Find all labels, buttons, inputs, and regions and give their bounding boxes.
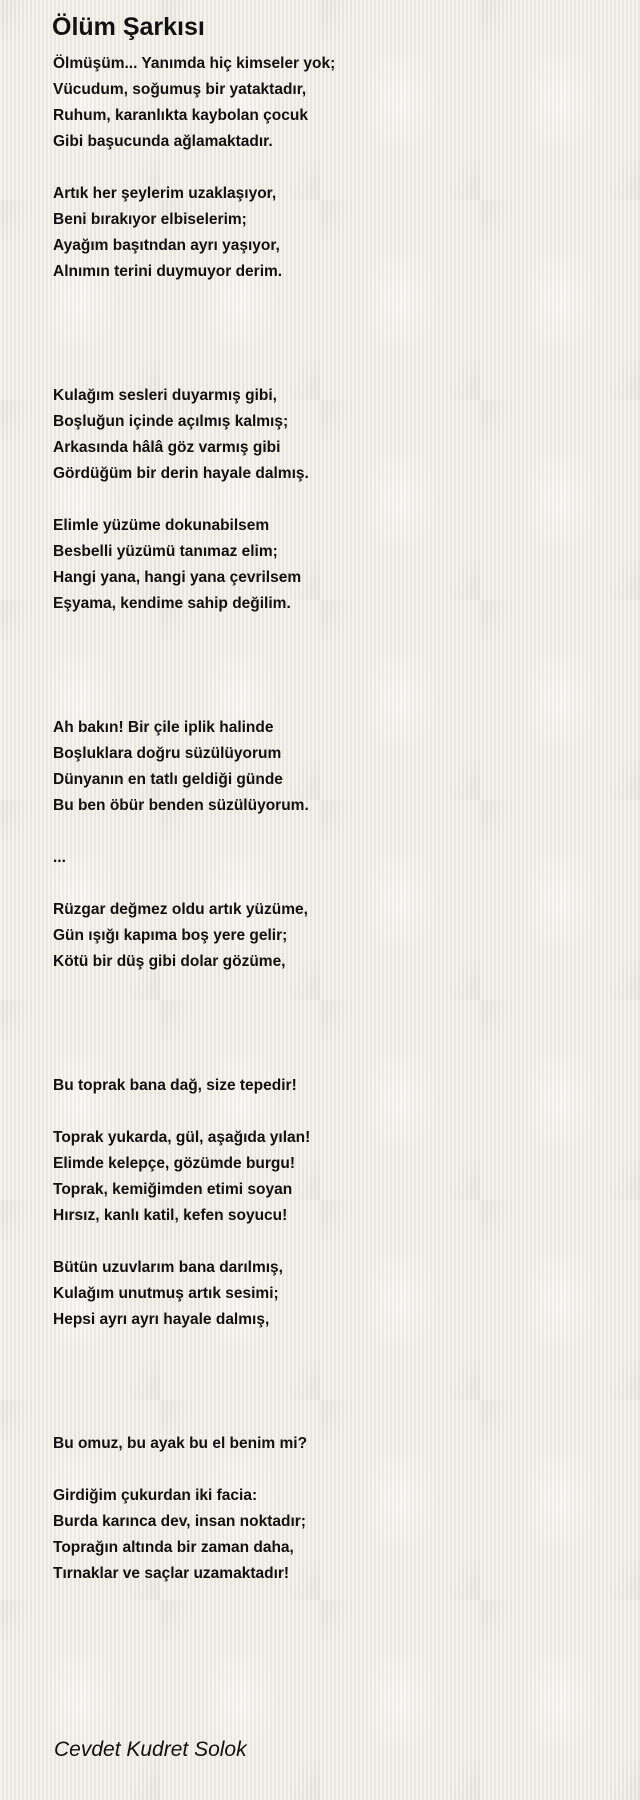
poem-line: Kötü bir düş gibi dolar gözüme, [53,953,286,970]
poem-author: Cevdet Kudret Solok [54,1738,247,1761]
poem-line: Gördüğüm bir derin hayale dalmış. [53,465,309,482]
section-gap [53,1333,613,1431]
stanza [53,897,613,975]
poem-line: Tırnaklar ve saçlar uzamaktadır! [53,1565,290,1582]
stanza-gap [53,155,613,181]
poem-line: Girdiğim çukurdan iki facia: [53,1487,258,1504]
poem-line: Toprak yukarda, gül, aşağıda yılan! [53,1129,311,1146]
poem-line: Elimde kelepçe, gözümde burgu! [53,1155,296,1172]
poem-line: Boşluklara doğru süzülüyorum [53,745,282,762]
poem-line: Eşyama, kendime sahip değilim. [53,595,291,612]
poem-line: Bu toprak bana dağ, size tepedir! [53,1077,297,1094]
stanza [53,715,613,819]
poem-line: Ayağım başıtndan ayrı yaşıyor, [53,237,280,254]
stanza-gap [53,1229,613,1255]
poem-line: ... [53,849,66,866]
poem-line: Hangi yana, hangi yana çevrilsem [53,569,302,586]
poem-line: Bu omuz, bu ayak bu el benim mi? [53,1435,308,1452]
poem-line: Bütün uzuvlarım bana darılmış, [53,1259,283,1276]
stanza [53,1431,613,1457]
poem-line: Boşluğun içinde açılmış kalmış; [53,413,289,430]
poem-line: Rüzgar değmez oldu artık yüzüme, [53,901,308,918]
stanza-gap [53,1099,613,1125]
stanza [53,383,613,487]
poem-line: Elimle yüzüme dokunabilsem [53,517,270,534]
poem-line: Beni bırakıyor elbiselerim; [53,211,247,228]
poem-line: Bu ben öbür benden süzülüyorum. [53,797,309,814]
section-gap [53,975,613,1073]
stanza [53,1125,613,1229]
poem-line: Gün ışığı kapıma boş yere gelir; [53,927,288,944]
poem-line: Besbelli yüzümü tanımaz elim; [53,543,278,560]
poem-line: Ah bakın! Bir çile iplik halinde [53,719,274,736]
stanza [53,1255,613,1333]
section-gap [53,617,613,715]
poem-line: Artık her şeylerim uzaklaşıyor, [53,185,277,202]
stanza [53,181,613,285]
stanza-gap [53,871,613,897]
stanza [53,1483,613,1587]
poem-line: Ölmüşüm... Yanımda hiç kimseler yok; [53,55,336,72]
poem-line: Hırsız, kanlı katil, kefen soyucu! [53,1207,288,1224]
poem-body [53,51,613,1587]
stanza-gap [53,487,613,513]
section-gap [53,285,613,383]
stanza [53,51,613,155]
poem-line: Toprağın altında bir zaman daha, [53,1539,294,1556]
stanza [53,845,613,871]
poem-line: Kulağım unutmuş artık sesimi; [53,1285,279,1302]
poem-line: Alnımın terini duymuyor derim. [53,263,283,280]
stanza [53,1073,613,1099]
poem-line: Ruhum, karanlıkta kaybolan çocuk [53,107,308,124]
poem-line: Dünyanın en tatlı geldiği günde [53,771,283,788]
poem-line: Vücudum, soğumuş bir yataktadır, [53,81,307,98]
poem-line: Burda karınca dev, insan noktadır; [53,1513,306,1530]
poem-line: Hepsi ayrı ayrı hayale dalmış, [53,1311,270,1328]
poem-line: Arkasında hâlâ göz varmış gibi [53,439,281,456]
stanza [53,513,613,617]
poem-title: Ölüm Şarkısı [52,13,205,41]
poem-line: Toprak, kemiğimden etimi soyan [53,1181,293,1198]
poem-line: Gibi başucunda ağlamaktadır. [53,133,273,150]
poem-line: Kulağım sesleri duyarmış gibi, [53,387,277,404]
stanza-gap [53,819,613,845]
stanza-gap [53,1457,613,1483]
